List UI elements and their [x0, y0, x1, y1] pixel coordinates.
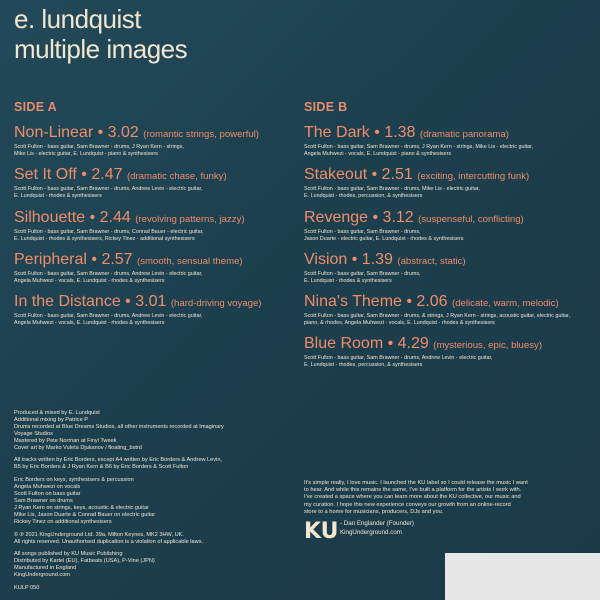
note-line: Voyage Studios: [14, 430, 53, 437]
production-credits-block: [14, 410, 284, 451]
track-title: The Dark: [304, 124, 370, 141]
track-title: In the Distance: [14, 293, 121, 311]
track-a3: Silhouette • 2.44 (revolving patterns, jazzy) Scott Fulton - bass guitar, Sam Brawner - drums, Conrad Bauer - electric guitar, E. Lundquist - rhodes & synthesisers, Rickey Tinez - additional synthesisers: [14, 209, 304, 243]
quote-line: my curation. I hope this new experience conveys our growth from an online-record: [304, 501, 511, 508]
quote-line: store to a home for musicians, producers, DJs and you.: [304, 508, 444, 515]
track-title: Silhouette: [14, 208, 86, 226]
track-title: Peripheral: [14, 250, 87, 268]
note-line: Produced & mixed by E. Lundquist: [14, 410, 100, 416]
track-title: Vision: [304, 250, 348, 268]
track-credits: Scott Fulton - bass guitar, Sam Brawner - drums, J Ryan Kern - strings, Mike Lis - electric guitar, E. Lundquist - piano & synthesisers: [14, 144, 184, 157]
side-b-label: SIDE B: [304, 100, 348, 114]
track-duration: 2.57: [101, 250, 133, 268]
note-line: Mastered by Pete Norman at Finyl Tweek: [14, 437, 117, 444]
track-credits: Scott Fulton - bass guitar, Sam Brawner - drums, J Ryan Kern - strings, Mike Lis - electric guitar, Angela Muhwezi - vocals, E. Lundquist - piano & synthesisers: [304, 144, 534, 157]
track-duration: 2.06: [416, 293, 448, 311]
track-credits: Scott Fulton - bass guitar, Sam Brawner - drums, Andrew Levin - electric guitar, E. Lundquist - rhodes & synthesisers: [14, 186, 203, 200]
track-credits: Scott Fulton - bass guitar, Sam Brawner - drums, & strings, J Ryan Kern - strings, acoustic guitar, electric guitar, piano, & rhodes, Angela Muhwezi - vocals, E. Lundquist - rhodes & synthesisers: [304, 313, 571, 327]
barcode-sticker-area: [445, 553, 600, 600]
note-line: Scott Fulton on bass guitar: [14, 491, 81, 498]
ku-logo: [304, 518, 339, 544]
track-description: (exciting, intercutting funk): [417, 171, 530, 183]
track-duration: 4.29: [397, 335, 429, 353]
note-line: Drums recorded at Blue Dreams Studios, all other instruments recorded at Imaginary: [14, 423, 224, 430]
track-a1: Non-Linear • 3.02 (romantic strings, powerful) Scott Fulton - bass guitar, Sam Brawner - drums, J Ryan Kern - strings, Mike Lis - electric guitar, E. Lundquist - piano & synthesisers: [14, 124, 304, 158]
quote-attribution: - Dan Englander (Founder): [340, 520, 414, 527]
track-b1: The Dark • 1.38 (dramatic panorama) Scott Fulton - bass guitar, Sam Brawner - drums, J Ryan Kern - strings, Mike Lis - electric guitar, Angela Muhwezi - vocals, E. Lundquist - piano & synthesisers: [304, 124, 594, 158]
track-description: (dramatic chase, funky): [126, 171, 227, 183]
track-duration: 3.12: [382, 208, 414, 226]
founder-quote: [304, 480, 540, 516]
track-duration: 2.44: [99, 208, 131, 226]
publishing-block: [14, 551, 284, 579]
track-title: Stakeout: [304, 166, 368, 184]
track-credits: Scott Fulton - bass guitar, Sam Brawner - drums, Conrad Bauer - electric guitar, E. Lundquist - rhodes & synthesisers, Rickey Tinez - additional synthesisers: [14, 228, 204, 242]
note-line: KingUnderground.com: [14, 572, 70, 579]
track-description: (abstract, static): [397, 255, 466, 267]
catalog-number: KULP 050: [14, 585, 40, 592]
note-line: Rickey Tinez on additional synthesisers: [14, 518, 112, 525]
track-description: (mysterious, epic, bluesy): [433, 340, 543, 352]
track-b5: Nina's Theme • 2.06 (delicate, warm, melodic) Scott Fulton - bass guitar, Sam Brawner - drums, & strings, J Ryan Kern - strings, acoustic guitar, electric guitar, piano, & rhodes, Angela Muhwezi - vocals, E. Lundquist - rhodes & synthesisers: [304, 293, 594, 327]
note-line: © ℗ 2021 KingUnderground Ltd. 39a, Milton Keynes, MK2 3HW, UK.: [14, 531, 184, 538]
quote-line: to hear. And while this remains the same, I've built a platform for the artists I work with.: [304, 487, 522, 494]
track-credits: Scott Fulton - bass guitar, Sam Brawner - drums, Andrew Levin - electric guitar, Angela Muhwezi - vocals, E. Lundquist - rhodes & synthesisers: [14, 270, 203, 284]
track-duration: 1.39: [361, 250, 393, 268]
note-line: Cover art by Marko Vuleta Djukanov / floating_bstrd: [14, 444, 142, 451]
track-duration: 1.38: [384, 124, 416, 141]
track-a5: In the Distance • 3.01 (hard-driving voyage) Scott Fulton - bass guitar, Sam Brawner - drums, Andrew Levin - electric guitar, Angela Muhwezi - vocals, E. Lundquist - rhodes & synthesisers: [14, 293, 304, 327]
track-description: (romantic strings, powerful): [143, 129, 259, 140]
quote-line: It's simple really, I love music. I launched the KU label so I could release the music I want: [304, 480, 528, 486]
note-line: All tracks written by Eric Borders, except A4 written by Eric Borders & Andrew Levin,: [14, 457, 222, 464]
album-title: multiple images: [14, 34, 188, 64]
track-b2: Stakeout • 2.51 (exciting, intercutting funk) Scott Fulton - bass guitar, Sam Brawner - drums, Mike Lis - electric guitar, E. Lundquist - rhodes, percussion, & synthesisers: [304, 166, 594, 200]
track-title: Nina's Theme: [304, 293, 402, 311]
artist-name: e. lundquist: [14, 4, 141, 34]
note-line: Manufactured in England: [14, 565, 77, 572]
track-description: (smooth, sensual theme): [137, 255, 243, 267]
track-credits: Scott Fulton - bass guitar, Sam Brawner - drums, E. Lundquist - rhodes & synthesisers: [304, 270, 421, 284]
track-a4: Peripheral • 2.57 (smooth, sensual theme) Scott Fulton - bass guitar, Sam Brawner - drums, Andrew Levin - electric guitar, Angela Muhwezi - vocals, E. Lundquist - rhodes & synthesisers: [14, 251, 304, 285]
note-line: All rights reserved. Unauthorised duplication is a violation of applicable laws.: [14, 538, 204, 545]
quote-line: I've created a space where you can learn more about the KU collective, our music and: [304, 494, 521, 501]
track-credits: Scott Fulton - bass guitar, Sam Brawner - drums, Andrew Levin - electric guitar, Angela Muhwezi - vocals, E. Lundquist - rhodes & synthesisers: [14, 313, 203, 327]
side-b-tracklist: [304, 124, 594, 378]
track-description: (revolving patterns, jazzy): [135, 213, 245, 225]
quote-signature: [340, 520, 414, 537]
track-description: (dramatic panorama): [419, 129, 509, 140]
note-line: Mike Lis, Jason Duarte & Conrad Bauer on electric guitar: [14, 511, 156, 518]
track-title: Revenge: [304, 208, 369, 226]
musicians-block: [14, 477, 284, 525]
track-title: Set It Off: [14, 166, 77, 184]
track-credits: Scott Fulton - bass guitar, Sam Brawner - drums, Andrew Levin - electric guitar, E. Lundquist - rhodes, percussion, & synthesisers: [304, 355, 493, 369]
note-line: Additional mixing by Patrice P: [14, 416, 88, 423]
note-line: Distributed by Kartel (EU), Fatbeats (USA), P-Vine (JPN): [14, 558, 155, 565]
copyright-block: [14, 532, 284, 546]
track-description: (delicate, warm, melodic): [452, 298, 559, 310]
track-b6: Blue Room • 4.29 (mysterious, epic, bluesy) Scott Fulton - bass guitar, Sam Brawner - drums, Andrew Levin - electric guitar, E. Lundquist - rhodes, percussion, & synthesisers: [304, 335, 594, 369]
track-duration: 2.47: [91, 166, 123, 184]
note-line: Sam Brawner on drums: [14, 497, 73, 504]
logo-text: KU: [304, 519, 339, 544]
track-duration: 2.51: [381, 166, 413, 184]
note-line: B5 by Eric Borders & J Ryan Kern & B6 by Eric Borders & Scott Fulton: [14, 464, 189, 471]
note-line: All songs published by KU Music Publishing: [14, 551, 123, 558]
note-line: Angela Muhwezi on vocals: [14, 484, 81, 491]
track-title: Non-Linear: [14, 124, 94, 141]
track-title: Blue Room: [304, 335, 384, 353]
side-a-tracklist: [14, 124, 304, 335]
track-credits: Scott Fulton - bass guitar, Sam Brawner - drums, Jason Duarte - electric guitar, E. Lundquist - rhodes & synthesisers: [304, 228, 464, 242]
songwriting-block: [14, 457, 284, 471]
track-duration: 3.01: [135, 293, 167, 311]
track-description: (hard-driving voyage): [170, 298, 262, 310]
track-duration: 3.02: [107, 124, 139, 141]
track-description: (suspenseful, conflicting): [418, 213, 524, 225]
note-line: J Ryan Kern on strings, keys, acoustic & electric guitar: [14, 504, 149, 511]
catalog-number-block: [14, 585, 284, 592]
track-b4: Vision • 1.39 (abstract, static) Scott Fulton - bass guitar, Sam Brawner - drums, E. Lundquist - rhodes & synthesisers: [304, 251, 594, 285]
label-website: KingUnderground.com: [340, 528, 402, 536]
track-credits: Scott Fulton - bass guitar, Sam Brawner - drums, Mike Lis - electric guitar, E. Lundquist - rhodes, percussion, & synthesisers: [304, 186, 480, 200]
track-b3: Revenge • 3.12 (suspenseful, conflicting) Scott Fulton - bass guitar, Sam Brawner - drums, Jason Duarte - electric guitar, E. Lundquist - rhodes & synthesisers: [304, 209, 594, 243]
side-a-label: SIDE A: [14, 100, 58, 114]
production-notes: [14, 410, 284, 598]
note-line: Eric Borders on keys, synthesisers & percussion: [14, 477, 134, 484]
track-a2: Set It Off • 2.47 (dramatic chase, funky) Scott Fulton - bass guitar, Sam Brawner - drums, Andrew Levin - electric guitar, E. Lundquist - rhodes & synthesisers: [14, 166, 304, 200]
